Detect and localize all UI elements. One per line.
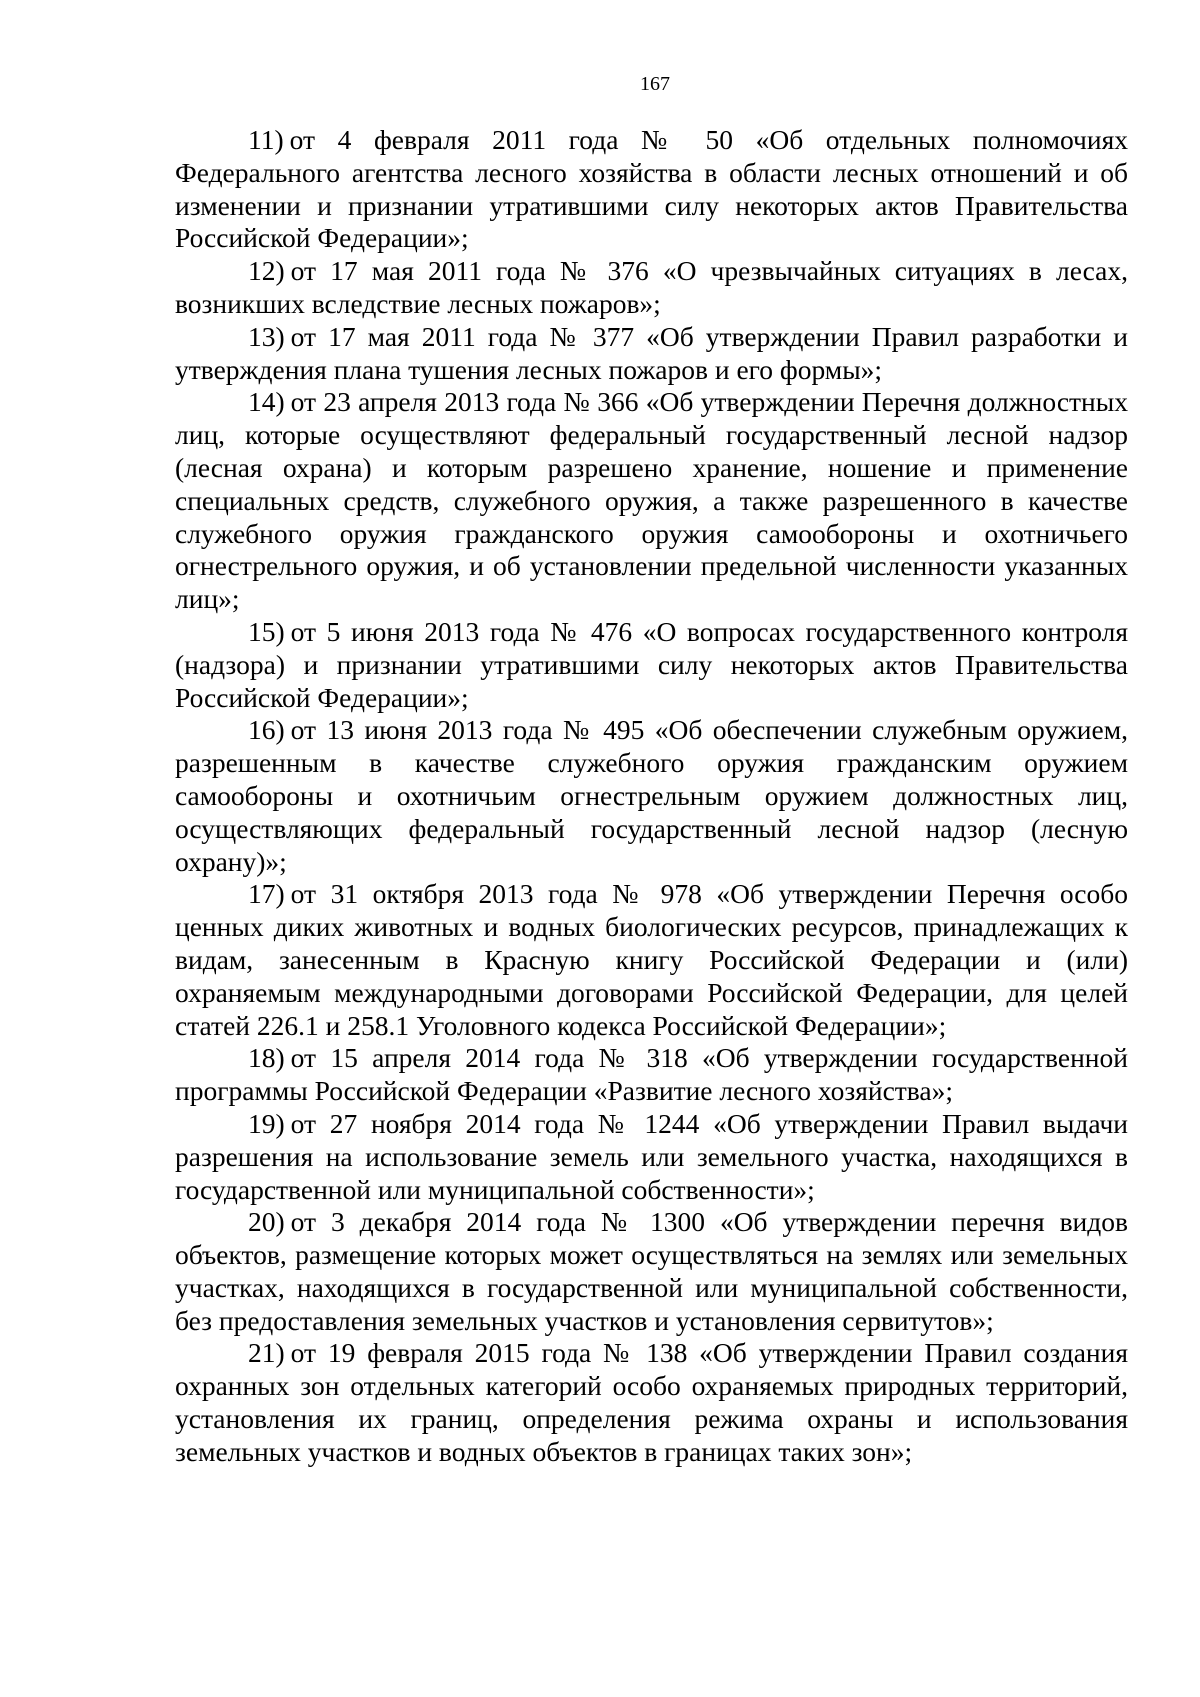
item-number: 14) bbox=[248, 386, 285, 418]
item-number: 21) bbox=[248, 1337, 285, 1369]
item-text: от 31 октября 2013 года № 978 «Об утверждении Перечня особо ценных диких животных и водных биологических ресурсов, принадлежащих к видам, занесенным в Красную книгу Российской Федерации и (или) охраняемым международными договорами Российской Федерации, для целей статей 226.1 и 258.1 Уголовного кодекса Российской Федерации»; bbox=[175, 878, 1128, 1041]
item-number: 20) bbox=[248, 1206, 285, 1238]
item-text: от 4 февраля 2011 года № 50 «Об отдельных полномочиях Федерального агентства лесного хозяйства в области лесных отношений и об изменении и признании утратившими силу некоторых актов Правительства Российской Федерации»; bbox=[175, 124, 1128, 254]
list-item-13 bbox=[175, 321, 1128, 387]
list-item-15 bbox=[175, 616, 1128, 714]
item-text: от 17 мая 2011 года № 376 «О чрезвычайных ситуациях в лесах, возникших вследствие лесных пожаров»; bbox=[175, 255, 1128, 319]
item-text: от 5 июня 2013 года № 476 «О вопросах государственного контроля (надзора) и признании утратившими силу некоторых актов Правительства Российской Федерации»; bbox=[175, 615, 1128, 713]
list-item-20 bbox=[175, 1206, 1128, 1337]
item-number: 13) bbox=[248, 320, 285, 352]
item-text: от 15 апреля 2014 года № 318 «Об утверждении государственной программы Российской Федерации «Развитие лесного хозяйства»; bbox=[175, 1042, 1128, 1107]
list-item-12 bbox=[175, 255, 1128, 321]
list-item-18 bbox=[175, 1042, 1128, 1108]
item-number: 16) bbox=[248, 714, 285, 746]
list-item-17 bbox=[175, 878, 1128, 1042]
item-text: от 13 июня 2013 года № 495 «Об обеспечении служебным оружием, разрешенным в качестве служебного оружия гражданским оружием самообороны и охотничьим огнестрельным оружием должностных лиц, осуществляющих федеральный государственный лесной надзор (лесную охрану)»; bbox=[175, 714, 1128, 877]
item-number: 19) bbox=[248, 1107, 285, 1139]
item-number: 15) bbox=[248, 615, 285, 647]
document-body bbox=[175, 124, 1128, 1469]
page-number: 167 bbox=[640, 73, 670, 95]
item-text: от 3 декабря 2014 года № 1300 «Об утверждении перечня видов объектов, размещение которых может осуществляться на землях или земельных участках, находящихся в государственной или муниципальной собственности, без предоставления земельных участков и установления сервитутов»; bbox=[175, 1206, 1128, 1336]
item-text: от 19 февраля 2015 года № 138 «Об утверждении Правил создания охранных зон отдельных категорий особо охраняемых природных территорий, установления их границ, определения режима охраны и использования земельных участков и водных объектов в границах таких зон»; bbox=[175, 1337, 1128, 1467]
list-item-14 bbox=[175, 386, 1128, 616]
list-item-21 bbox=[175, 1337, 1128, 1468]
item-number: 17) bbox=[248, 878, 285, 910]
list-item-11 bbox=[175, 124, 1128, 255]
item-text: от 27 ноября 2014 года № 1244 «Об утверждении Правил выдачи разрешения на использование земель или земельного участка, находящихся в государственной или муниципальной собственности»; bbox=[175, 1107, 1128, 1205]
list-item-16 bbox=[175, 714, 1128, 878]
item-number: 12) bbox=[248, 255, 285, 287]
item-number: 18) bbox=[248, 1042, 285, 1074]
item-text: от 23 апреля 2013 года № 366 «Об утверждении Перечня должностных лиц, которые осуществляют федеральный государственный лесной надзор (лесная охрана) и которым разрешено хранение, ношение и применение специальных средств, служебного оружия, а также разрешенного в качестве служебного оружия гражданского оружия самообороны и охотничьего огнестрельного оружия, и об установлении предельной численности указанных лиц»; bbox=[175, 386, 1128, 615]
item-text: от 17 мая 2011 года № 377 «Об утверждении Правил разработки и утверждения плана тушения лесных пожаров и его формы»; bbox=[175, 320, 1128, 385]
item-number: 11) bbox=[248, 124, 284, 155]
list-item-19 bbox=[175, 1108, 1128, 1206]
